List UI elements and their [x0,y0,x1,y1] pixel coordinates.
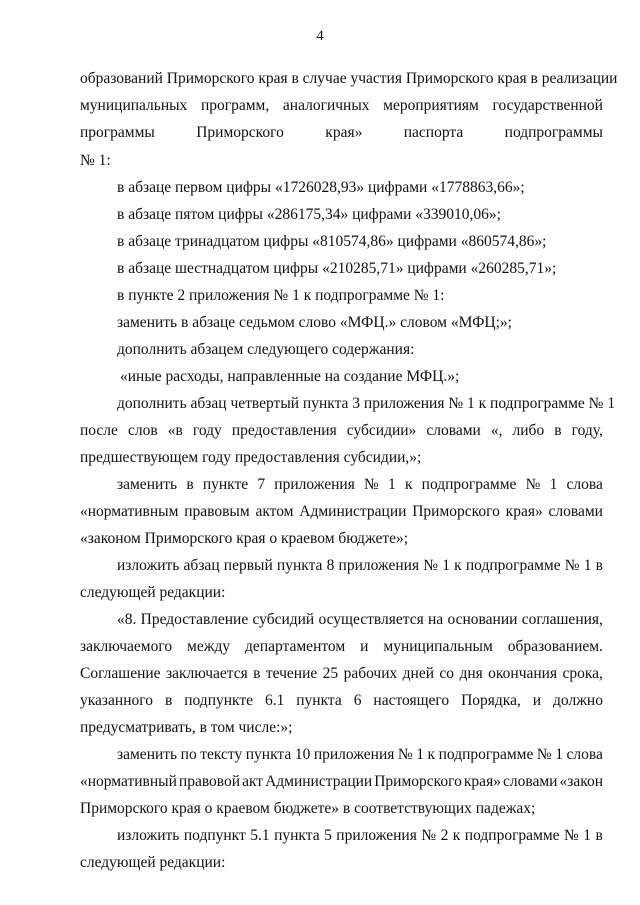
word: 6 [353,692,362,709]
text-line: заменить в абзаце седьмом слово «МФЦ.» словом «МФЦ;»; [117,314,512,331]
word: пункта [245,746,292,763]
word: № [536,746,552,763]
word: пункта [274,827,320,844]
word: 1 [416,746,424,763]
word: «в [167,422,183,439]
word: слова [566,476,603,493]
text-line: в пункте 2 приложения № 1 к подпрограмме № 1: [117,287,445,304]
word: после [80,422,118,439]
word: году [192,422,222,439]
word: словами [548,503,603,520]
word: 1 [555,746,563,763]
word: должно [553,692,603,709]
word: подпункте [184,692,254,709]
word: слова [566,746,603,763]
word: со [439,665,455,682]
word: на [428,611,444,628]
word: приложения [336,827,417,844]
word: № [423,557,439,574]
word: к [404,476,413,493]
text-line [117,557,603,575]
word: первый [223,557,273,574]
word: образованием. [507,638,603,655]
word: в [554,422,562,439]
text-line: предусматривать, в том числе:»; [80,719,293,736]
word: в [595,557,603,574]
text-line: Приморского края о краевом бюджете» в соответствующих падежах; [80,800,536,817]
word: словами [502,773,558,790]
word: «закон [559,773,603,790]
word: № [564,827,579,844]
word: 6.1 [264,692,285,709]
text-line [80,124,603,142]
word: Порядка, [461,692,521,709]
word: между [187,638,231,655]
text-line: № 1: [80,152,111,169]
word: Администрации [299,503,407,520]
word: подпрограммы [504,124,603,141]
word: 1 [442,557,450,574]
text-line [117,476,603,494]
word: заключаемого [80,638,173,655]
word: субсидий [252,611,315,628]
word: программы [80,124,155,141]
text-line: «иные расходы, направленные на создание МФЦ.»; [120,368,460,385]
text-line [117,611,603,629]
text-line [117,827,603,845]
word: «нормативный [80,773,177,790]
word: «8. [117,611,137,628]
word: дня [459,665,483,682]
word: программ, [200,97,270,114]
word: 1 [388,476,396,493]
text-line [80,692,603,710]
text-line: в абзаце пятом цифры «286175,34» цифрами «339010,06»; [117,206,501,223]
word: № [364,476,379,493]
word: дней [402,665,435,682]
word: и [532,692,542,709]
word: тексту [200,746,243,763]
word: Приморского [412,503,500,520]
text-line [80,638,603,656]
word: указанного [80,692,153,709]
word: пункта [296,692,342,709]
word: № [525,476,541,493]
word: по [180,746,197,763]
word: слов [127,422,158,439]
word: 5.1 [250,827,270,844]
word: правовым [184,503,250,520]
text-line: «законом Приморского края о краевом бюджете»; [80,530,409,547]
word: 5 [324,827,332,844]
word: к [452,827,461,844]
word: актом [255,503,294,520]
word: в [164,692,173,709]
word: 1 [549,476,558,493]
word: подпрограмме [438,746,534,763]
word: 8 [326,557,335,574]
word: заключается [165,665,248,682]
word: приложения [274,476,355,493]
text-line: следующей редакции: [80,584,226,601]
word: края» [463,773,501,790]
word: подпрограмме [421,476,517,493]
word: «, [490,422,503,439]
word: соглашения, [521,611,603,628]
text-line [117,746,603,764]
word: края» [325,124,363,141]
word: изложить [117,827,180,844]
text-line [80,773,603,791]
word: срока, [562,665,603,682]
word: 1 [583,557,592,574]
word: приложения [338,557,420,574]
word: приложения [313,746,395,763]
word: и [360,638,369,655]
word: осуществляется [318,611,424,628]
word: паспорта [403,124,464,141]
word: словами [426,422,481,439]
word: правовой [178,773,241,790]
word: Предоставление [140,611,249,628]
word: пункта [276,557,323,574]
text-line: в абзаце тринадцатом цифры «810574,86» цифрами «860574,86»; [117,233,547,250]
word: субсидии» [346,422,417,439]
word: края» [505,503,543,520]
word: в [253,665,261,682]
word: 10 [294,746,311,763]
word: подпрограмме [464,827,560,844]
word: рабочих [343,665,398,682]
text-line [80,503,603,521]
text-line: в абзаце первом цифры «1726028,93» цифрами «1778863,66»; [117,179,525,196]
word: настоящего [373,692,450,709]
word: абзац [183,557,220,574]
word: основании [447,611,518,628]
word: окончания [488,665,558,682]
word: заменить [117,476,178,493]
page-number: 4 [316,28,324,44]
word: заменить [117,746,178,763]
word: в [595,827,603,844]
word: 7 [257,476,266,493]
word: акт [242,773,264,790]
text-line: в абзаце шестнадцатом цифры «210285,71» цифрами «260285,71»; [117,260,557,277]
word: Соглашение [80,665,161,682]
word: году, [571,422,603,439]
word: изложить [117,557,180,574]
text-line: следующей редакции: [80,854,226,871]
text-line: дополнить абзац четвертый пункта 3 приложения № 1 к подпрограмме № 1 [117,395,616,412]
word: департаментом [245,638,346,655]
text-line [80,665,603,683]
text-line: образований Приморского края в случае участия Приморского края в реализации [80,70,618,87]
word: течение [265,665,318,682]
word: Приморского [374,773,462,790]
word: либо [512,422,545,439]
text-line [80,422,603,440]
word: Приморского [196,124,284,141]
word: предоставления [231,422,337,439]
word: 25 [322,665,339,682]
word: «нормативным [80,503,179,520]
word: к [454,557,462,574]
text-line: дополнить абзацем следующего содержания: [117,341,415,358]
word: № [564,557,580,574]
word: к [427,746,436,763]
word: подпункт [183,827,246,844]
word: № [421,827,437,844]
word: мероприятиям [383,97,479,114]
text-line: предшествующем году предоставления субсидии,»; [80,449,422,466]
word: 2 [440,827,449,844]
text-line [80,97,603,115]
word: № [397,746,413,763]
word: подпрограмме [465,557,561,574]
word: государственной [492,97,603,114]
word: 1 [583,827,592,844]
word: муниципальным [383,638,493,655]
word: аналогичных [282,97,370,114]
word: в [186,476,194,493]
word: муниципальных [80,97,188,114]
word: пункте [202,476,249,493]
word: Администрации [265,773,373,790]
